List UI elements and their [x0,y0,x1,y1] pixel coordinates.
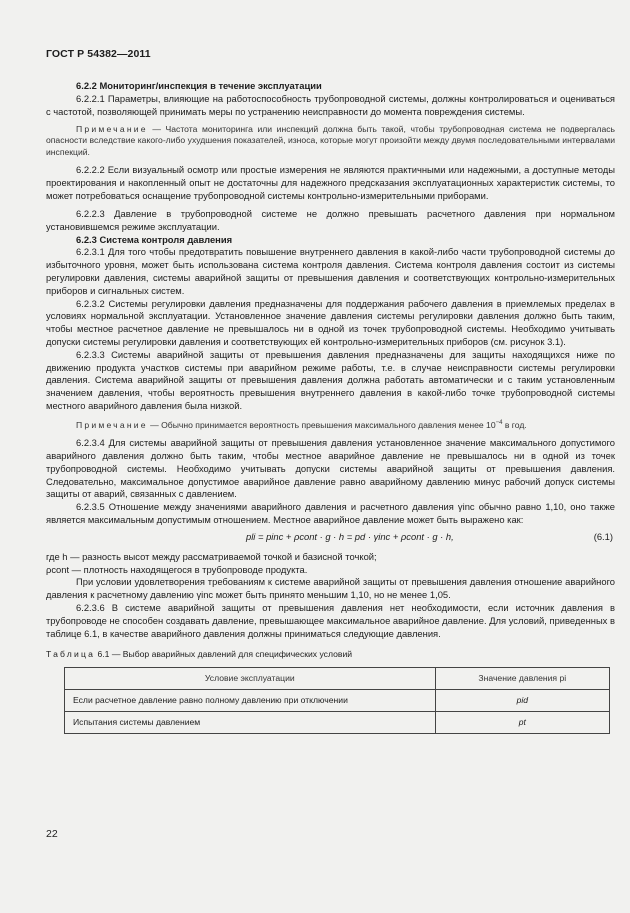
table-cell-pressure: pid [435,690,609,712]
paragraph-6-2-3-4: 6.2.3.4 Для системы аварийной защиты от превышения давления установленное значение максимального допустимого аварийного давления должно быть таким, чтобы местное аварийное давление не превышалось ни в одной из точек трубопроводной системы. Необходимо учитывать допуски системы аварийной защиты от превышения давления. Следовательно, максимальное допустимое аварийное давление равно аварийному давлению минус рабочий допуск системы защиты от аварий, связанных с давлением. [46,437,615,500]
paragraph-6-2-3-2: 6.2.3.2 Системы регулировки давления предназначены для поддержания рабочего давления в приемлемых пределах в условиях нормальной эксплуатации. Установленное значение давления системы регулировки давления должно быть таким, чтобы местное расчетное давление не превышалось ни в одной из точек трубопроводной системы. Необходимо учитывать допуски системы регулировки давления и соответствующих ей контрольно-измерительных приборов (см. рисунок 3.1). [46,297,615,348]
paragraph-6-2-3-3: 6.2.3.3 Системы аварийной защиты от превышения давления предназначены для защиты находящихся ниже по движению продукта участков системы при аварийном режиме работы, т.е. в случае неисправности системы регулировки давления. Система аварийной защиты от превышения давления должна работать автоматически и с таким установленным значением давления, чтобы вероятность превышения внутреннего давления в какой-либо точке трубопроводной системы местного аварийного давления была низкой. [46,348,615,412]
page-number: 22 [46,828,58,840]
note-text-end: в год. [502,420,527,431]
paragraph-6-2-2-2: 6.2.2.2 Если визуальный осмотр или простые измерения не являются практичными или надежными, а доступные методы проектирования и накопленный опыт не достаточны для надежного предсказания эксплуатационных характеристик системы, то может потребоваться оснащение трубопроводной системы контрольно-измерительными приборами. [46,164,615,201]
note-label: Примечание [76,420,148,431]
note-text: — Обычно принимается вероятность превышения максимального давления менее 10 [147,420,496,431]
formula-expression: pli = pinc + ρcont · g · h = pd · γinc + ρcont · g · h, [246,530,454,542]
document-header: ГОСТ Р 54382—2011 [46,48,151,60]
section-heading-6-2-2: 6.2.2 Мониторинг/инспекция в течение эксплуатации [76,80,322,91]
table-row [65,690,610,712]
section-heading-6-2-3: 6.2.3 Система контроля давления [76,233,233,245]
where-h: где h — разность высот между рассматриваемой точкой и базисной точкой; [46,550,377,562]
table-caption-label: Таблица [46,649,96,660]
table-cell-condition: Если расчетное давление равно полному давлению при отключении [65,690,436,712]
paragraph-after-formula: При условии удовлетворения требованиям к системе аварийной защиты от превышения давления отношение аварийного давления к расчетному давлению γinc может быть принято меньшим 1,10, но не менее 1,05. [46,576,615,601]
formula-6-1 [46,529,615,547]
paragraph-6-2-3-1: 6.2.3.1 Для того чтобы предотвратить повышение внутреннего давления в какой-либо части трубопроводной системы до избыточного уровня, может быть использована система контроля давления. Система контроля давления состоит из системы регулировки давления, системы аварийной защиты от превышения давления и соответствующих контрольно-измерительных приборов и сигнальных систем. [46,246,615,296]
document-body [46,80,615,734]
column-header-condition: Условие эксплуатации [65,668,436,690]
paragraph-6-2-2-1: 6.2.2.1 Параметры, влияющие на работоспособность трубопроводной системы, должны контролироваться и оцениваться с частотой, позволяющей принимать меры по устранению неисправности до момента повреждения системы. [46,92,615,117]
note-text: — Частота мониторинга или инспекций должна быть такой, чтобы трубопроводная система не подвергалась опасности вследствие какого-либо ухудшения показателей, износа, которые могут произойти между двумя последовательными интервалами инспекций. [46,123,615,158]
paragraph-6-2-3-5: 6.2.3.5 Отношение между значениями аварийного давления и расчетного давления γinc обычно равно 1,10, оно также является максимальным допустимым отношением. Местное аварийное давление может быть выражено как: [46,501,615,526]
table-caption-text: 6.1 — Выбор аварийных давлений для специфических условий [95,649,353,660]
column-header-pressure: Значение давления pi [435,668,609,690]
note-label: Примечание [76,123,148,134]
paragraph-6-2-2-3: 6.2.2.3 Давление в трубопроводной системе не должно превышать расчетного давления при нормальном установившемся режиме эксплуатации. [46,208,615,232]
where-rho: ρcont — плотность находящегося в трубопроводе продукта. [46,563,308,575]
note-monitoring [46,124,615,159]
table-cell-pressure: pt [435,711,609,733]
pressure-table [64,667,610,733]
paragraph-6-2-3-6: 6.2.3.6 В системе аварийной защиты от превышения давления нет необходимости, если источник давления в трубопроводе не способен создавать давление, превышающее максимальное аварийное давление. Для условий, приведенных в таблице 6.1, в качестве аварийного давления должны приниматься следующие давления. [46,602,615,639]
table-header-row [65,668,610,690]
table-row [65,711,610,733]
note-probability [46,418,615,431]
table-cell-condition: Испытания системы давлением [65,711,436,733]
formula-number: (6.1) [593,530,613,542]
table-caption [46,648,615,661]
note-exponent: −4 [495,420,503,427]
